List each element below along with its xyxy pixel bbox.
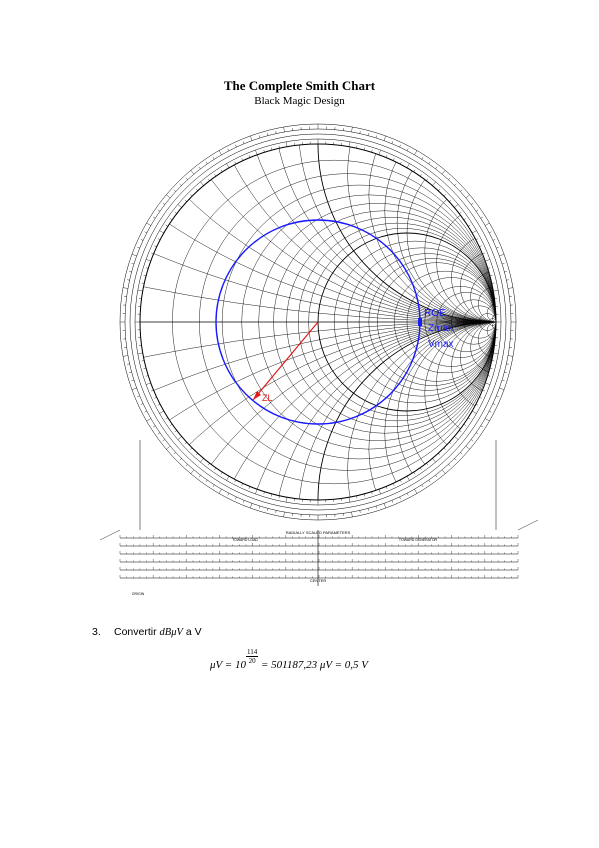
reactance-arc bbox=[0, 0, 599, 322]
exponent-numerator: 114 bbox=[246, 648, 258, 656]
ring-tick bbox=[276, 510, 277, 512]
ring-tick bbox=[400, 480, 401, 482]
ring-tick bbox=[400, 145, 401, 147]
ring-tick bbox=[400, 162, 401, 164]
ring-tick bbox=[508, 356, 513, 357]
ring-tick bbox=[141, 239, 143, 240]
ring-tick bbox=[190, 194, 192, 196]
ring-tick bbox=[175, 430, 177, 432]
reactance-arc bbox=[397, 124, 595, 322]
ring-tick bbox=[227, 164, 230, 168]
ring-tick bbox=[392, 141, 393, 143]
ring-tick bbox=[438, 453, 440, 455]
ring-tick bbox=[449, 200, 451, 202]
ring-tick bbox=[454, 184, 456, 186]
ring-tick bbox=[460, 190, 462, 192]
ring-tick bbox=[489, 411, 491, 412]
ring-tick bbox=[360, 131, 361, 133]
ring-tick bbox=[219, 151, 222, 155]
ring-tick bbox=[384, 136, 386, 141]
ring-tick bbox=[459, 430, 461, 432]
ring-tick bbox=[506, 364, 508, 365]
ring-tick bbox=[438, 189, 440, 191]
ring-tick bbox=[235, 162, 236, 164]
ring-tick bbox=[449, 442, 451, 444]
ring-tick bbox=[178, 204, 182, 207]
reactance-arc bbox=[407, 144, 585, 322]
ring-tick bbox=[249, 486, 250, 488]
formula-rhs: = 501187,23 μV = 0,5 V bbox=[260, 659, 369, 671]
ring-tick bbox=[146, 259, 151, 261]
ring-tick bbox=[493, 353, 498, 354]
ring-tick bbox=[435, 167, 437, 169]
ring-tick bbox=[242, 158, 243, 160]
ring-tick bbox=[186, 178, 188, 180]
ring-tick bbox=[499, 388, 504, 390]
ring-tick bbox=[468, 225, 470, 226]
ring-tick bbox=[460, 452, 462, 454]
ring-tick bbox=[180, 458, 182, 460]
item-to: a V bbox=[185, 626, 202, 638]
ring-tick bbox=[132, 254, 137, 256]
ring-tick bbox=[286, 142, 287, 147]
ring-tick bbox=[146, 383, 151, 385]
ring-tick bbox=[200, 458, 203, 462]
ring-tick bbox=[214, 174, 215, 176]
ring-tick bbox=[259, 136, 260, 138]
ring-tick bbox=[284, 512, 285, 517]
ring-tick bbox=[166, 418, 168, 419]
formula-lhs: μV = 10 bbox=[210, 659, 246, 671]
ring-tick bbox=[454, 458, 456, 460]
ring-tick bbox=[185, 200, 187, 202]
ring-tick bbox=[208, 463, 210, 465]
ring-tick bbox=[221, 472, 222, 474]
vmax-label: Vmax bbox=[428, 339, 454, 350]
ring-tick bbox=[228, 149, 229, 151]
ring-tick bbox=[158, 404, 160, 405]
scales-caption: RADIALLY SCALED PARAMETERS bbox=[285, 530, 351, 535]
ring-tick bbox=[482, 253, 484, 254]
ring-tick bbox=[186, 464, 188, 466]
ring-tick bbox=[178, 436, 182, 439]
ring-tick bbox=[163, 203, 165, 205]
ring-tick bbox=[255, 489, 257, 494]
roe-label: ROE bbox=[424, 308, 446, 319]
ring-tick bbox=[196, 189, 198, 191]
formula-exponent bbox=[246, 648, 258, 665]
ring-tick bbox=[448, 464, 450, 466]
item-number: 3. bbox=[92, 626, 101, 638]
ring-tick bbox=[415, 151, 418, 155]
ring-tick bbox=[454, 436, 458, 439]
zl-label: ZL bbox=[262, 393, 273, 403]
ring-tick bbox=[448, 178, 450, 180]
ring-tick bbox=[249, 155, 250, 157]
ring-tick bbox=[235, 145, 236, 147]
origin-label: ORIGIN bbox=[131, 592, 145, 596]
ring-tick bbox=[154, 397, 156, 398]
ring-tick bbox=[213, 157, 214, 159]
ring-tick bbox=[376, 136, 377, 138]
ring-tick bbox=[191, 470, 194, 474]
ring-tick bbox=[360, 510, 361, 512]
ring-tick bbox=[407, 493, 408, 495]
chart-subtitle: Black Magic Design bbox=[254, 95, 345, 107]
reactance-arc bbox=[51, 0, 599, 322]
ring-tick bbox=[414, 170, 415, 172]
ring-tick bbox=[127, 364, 129, 365]
ring-tick bbox=[158, 210, 160, 211]
ring-tick bbox=[213, 485, 214, 487]
ring-tick bbox=[352, 512, 353, 517]
ring-tick bbox=[459, 212, 461, 214]
ring-tick bbox=[476, 239, 478, 240]
ring-tick bbox=[432, 182, 435, 186]
reactance-arc bbox=[437, 322, 556, 441]
reactance-arc bbox=[0, 322, 599, 600]
reactance-arc bbox=[318, 322, 599, 600]
zmax-marker bbox=[418, 318, 422, 326]
chart-title: The Complete Smith Chart bbox=[223, 78, 376, 93]
ring-tick bbox=[422, 485, 423, 487]
conversion-formula bbox=[210, 648, 368, 671]
ring-tick bbox=[160, 231, 164, 234]
ring-tick bbox=[267, 508, 268, 510]
ring-tick bbox=[170, 424, 172, 425]
ring-tick bbox=[138, 290, 143, 291]
ring-tick bbox=[384, 503, 386, 508]
ring-tick bbox=[200, 182, 203, 186]
ring-tick bbox=[502, 380, 504, 381]
ring-tick bbox=[432, 458, 435, 462]
ring-tick bbox=[471, 439, 473, 441]
ring-tick bbox=[250, 136, 252, 141]
reactance-arc bbox=[425, 180, 567, 322]
ring-tick bbox=[349, 142, 350, 147]
zmax-label: Zmax bbox=[428, 323, 453, 334]
ring-tick bbox=[464, 424, 466, 425]
reactance-arc bbox=[298, 0, 599, 322]
ring-tick bbox=[485, 383, 490, 385]
ring-tick bbox=[199, 475, 201, 477]
ring-tick bbox=[255, 150, 257, 155]
ring-tick bbox=[214, 468, 215, 470]
ring-tick bbox=[464, 218, 466, 219]
zl-vector bbox=[253, 322, 318, 400]
ring-tick bbox=[400, 497, 401, 499]
ring-tick bbox=[284, 127, 285, 132]
ring-tick bbox=[286, 497, 287, 502]
ring-tick bbox=[185, 442, 187, 444]
ring-tick bbox=[243, 500, 244, 502]
reactance-arc bbox=[369, 68, 599, 322]
ring-tick bbox=[137, 247, 139, 248]
reactance-arc bbox=[437, 203, 556, 322]
ring-tick bbox=[489, 232, 491, 233]
item-text: Convertir bbox=[114, 626, 157, 638]
ring-tick bbox=[170, 218, 172, 219]
ring-tick bbox=[502, 263, 504, 264]
ring-tick bbox=[147, 419, 151, 422]
ring-tick bbox=[276, 131, 277, 133]
ring-tick bbox=[235, 480, 236, 482]
ring-tick bbox=[127, 280, 129, 281]
ring-tick bbox=[145, 411, 147, 412]
ring-tick bbox=[415, 489, 418, 493]
ring-tick bbox=[267, 133, 268, 135]
ring-tick bbox=[227, 476, 230, 480]
ring-tick bbox=[508, 288, 513, 289]
ring-tick bbox=[493, 290, 498, 291]
ring-tick bbox=[482, 390, 484, 391]
ring-tick bbox=[479, 397, 481, 398]
ring-tick bbox=[426, 463, 428, 465]
ring-tick bbox=[349, 497, 350, 502]
ring-tick bbox=[174, 190, 176, 192]
radial-scales bbox=[100, 440, 538, 586]
ring-tick bbox=[407, 164, 410, 168]
ring-tick bbox=[175, 212, 177, 214]
ring-tick bbox=[219, 489, 222, 493]
ring-tick bbox=[471, 203, 473, 205]
ring-tick bbox=[228, 493, 229, 495]
ring-tick bbox=[166, 225, 168, 226]
ring-tick bbox=[368, 508, 369, 510]
ring-tick bbox=[163, 439, 165, 441]
ring-tick bbox=[250, 503, 252, 508]
reactance-arc bbox=[348, 25, 599, 322]
ring-tick bbox=[379, 150, 381, 155]
ring-tick bbox=[206, 480, 207, 482]
ring-tick bbox=[429, 480, 430, 482]
ring-tick bbox=[235, 497, 236, 499]
ring-tick bbox=[386, 486, 387, 488]
ring-tick bbox=[123, 356, 128, 357]
reactance-arc bbox=[140, 0, 599, 322]
reactance-arc bbox=[242, 0, 599, 322]
ring-tick bbox=[208, 179, 210, 181]
ring-tick bbox=[422, 157, 423, 159]
ring-tick bbox=[444, 448, 446, 450]
ring-tick bbox=[166, 446, 170, 449]
ring-tick bbox=[174, 452, 176, 454]
ring-tick bbox=[485, 259, 490, 261]
ring-tick bbox=[479, 246, 481, 247]
ring-tick bbox=[407, 149, 408, 151]
reactance-arc bbox=[0, 0, 599, 322]
ring-tick bbox=[153, 426, 155, 427]
ring-tick bbox=[190, 448, 192, 450]
ring-tick bbox=[160, 411, 164, 414]
ring-tick bbox=[476, 210, 478, 211]
ring-tick bbox=[493, 239, 495, 240]
ring-tick bbox=[132, 380, 134, 381]
ring-tick bbox=[493, 404, 495, 405]
ring-tick bbox=[481, 217, 483, 218]
ring-tick bbox=[407, 476, 410, 480]
ring-tick bbox=[426, 179, 428, 181]
ring-tick bbox=[435, 475, 437, 477]
ring-tick bbox=[129, 372, 131, 373]
ring-tick bbox=[472, 411, 476, 414]
ring-tick bbox=[158, 433, 160, 434]
ring-tick bbox=[476, 433, 478, 434]
ring-tick bbox=[376, 506, 377, 508]
ring-tick bbox=[123, 288, 128, 289]
ring-tick bbox=[206, 162, 207, 164]
ring-tick bbox=[393, 483, 394, 485]
ring-tick bbox=[166, 195, 170, 198]
ring-tick bbox=[485, 223, 489, 226]
ring-tick bbox=[476, 404, 478, 405]
ring-tick bbox=[420, 174, 421, 176]
ring-tick bbox=[496, 396, 498, 397]
ring-tick bbox=[454, 204, 458, 207]
ring-tick bbox=[158, 239, 160, 240]
reactance-arc bbox=[318, 0, 599, 322]
ring-tick bbox=[242, 483, 243, 485]
ring-tick bbox=[393, 158, 394, 160]
ring-tick bbox=[199, 167, 201, 169]
ring-tick bbox=[196, 453, 198, 455]
toward-generator-label: TOWARD GENERATOR bbox=[398, 538, 438, 542]
ring-tick bbox=[243, 141, 244, 143]
ring-tick bbox=[414, 472, 415, 474]
ring-tick bbox=[442, 170, 445, 174]
ring-tick bbox=[506, 280, 508, 281]
ring-tick bbox=[132, 388, 137, 390]
ring-tick bbox=[259, 506, 260, 508]
ring-tick bbox=[429, 162, 430, 164]
reactance-arc bbox=[0, 322, 599, 600]
reactance-arc bbox=[274, 0, 599, 322]
ring-tick bbox=[132, 263, 134, 264]
ring-tick bbox=[386, 155, 387, 157]
ring-tick bbox=[466, 195, 470, 198]
ring-tick bbox=[368, 133, 369, 135]
ring-tick bbox=[352, 127, 353, 132]
ring-tick bbox=[180, 184, 182, 186]
ring-tick bbox=[504, 271, 506, 272]
ring-tick bbox=[481, 426, 483, 427]
ring-tick bbox=[138, 353, 143, 354]
ring-tick bbox=[151, 390, 153, 391]
ring-tick bbox=[420, 468, 421, 470]
reactance-arc bbox=[298, 322, 599, 600]
ring-tick bbox=[392, 500, 393, 502]
ring-tick bbox=[154, 246, 156, 247]
ring-tick bbox=[151, 253, 153, 254]
ring-tick bbox=[379, 489, 381, 494]
exercise-item bbox=[92, 626, 202, 638]
ring-tick bbox=[221, 170, 222, 172]
reactance-arc bbox=[348, 322, 599, 600]
ring-tick bbox=[129, 271, 131, 272]
ring-tick bbox=[145, 232, 147, 233]
ring-tick bbox=[499, 254, 504, 256]
ring-tick bbox=[137, 396, 139, 397]
ring-tick bbox=[442, 470, 445, 474]
reactance-arc bbox=[51, 322, 599, 600]
scale-end bbox=[518, 520, 538, 530]
scale-end bbox=[100, 530, 120, 540]
reactance-arc bbox=[0, 322, 599, 600]
toward-load-label: TOWARD LOAD bbox=[232, 538, 258, 542]
ring-tick bbox=[466, 446, 470, 449]
ring-tick bbox=[504, 372, 506, 373]
ring-tick bbox=[472, 231, 476, 234]
center-label: CENTER bbox=[309, 578, 327, 583]
ring-tick bbox=[147, 223, 151, 226]
ring-tick bbox=[496, 247, 498, 248]
ring-tick bbox=[468, 418, 470, 419]
ring-tick bbox=[444, 194, 446, 196]
exponent-denominator: 20 bbox=[248, 657, 256, 665]
ring-tick bbox=[141, 404, 143, 405]
ring-tick bbox=[153, 217, 155, 218]
ring-tick bbox=[191, 170, 194, 174]
ring-tick bbox=[485, 419, 489, 422]
item-unit: dBμV bbox=[159, 627, 183, 638]
reactance-arc bbox=[0, 0, 599, 322]
